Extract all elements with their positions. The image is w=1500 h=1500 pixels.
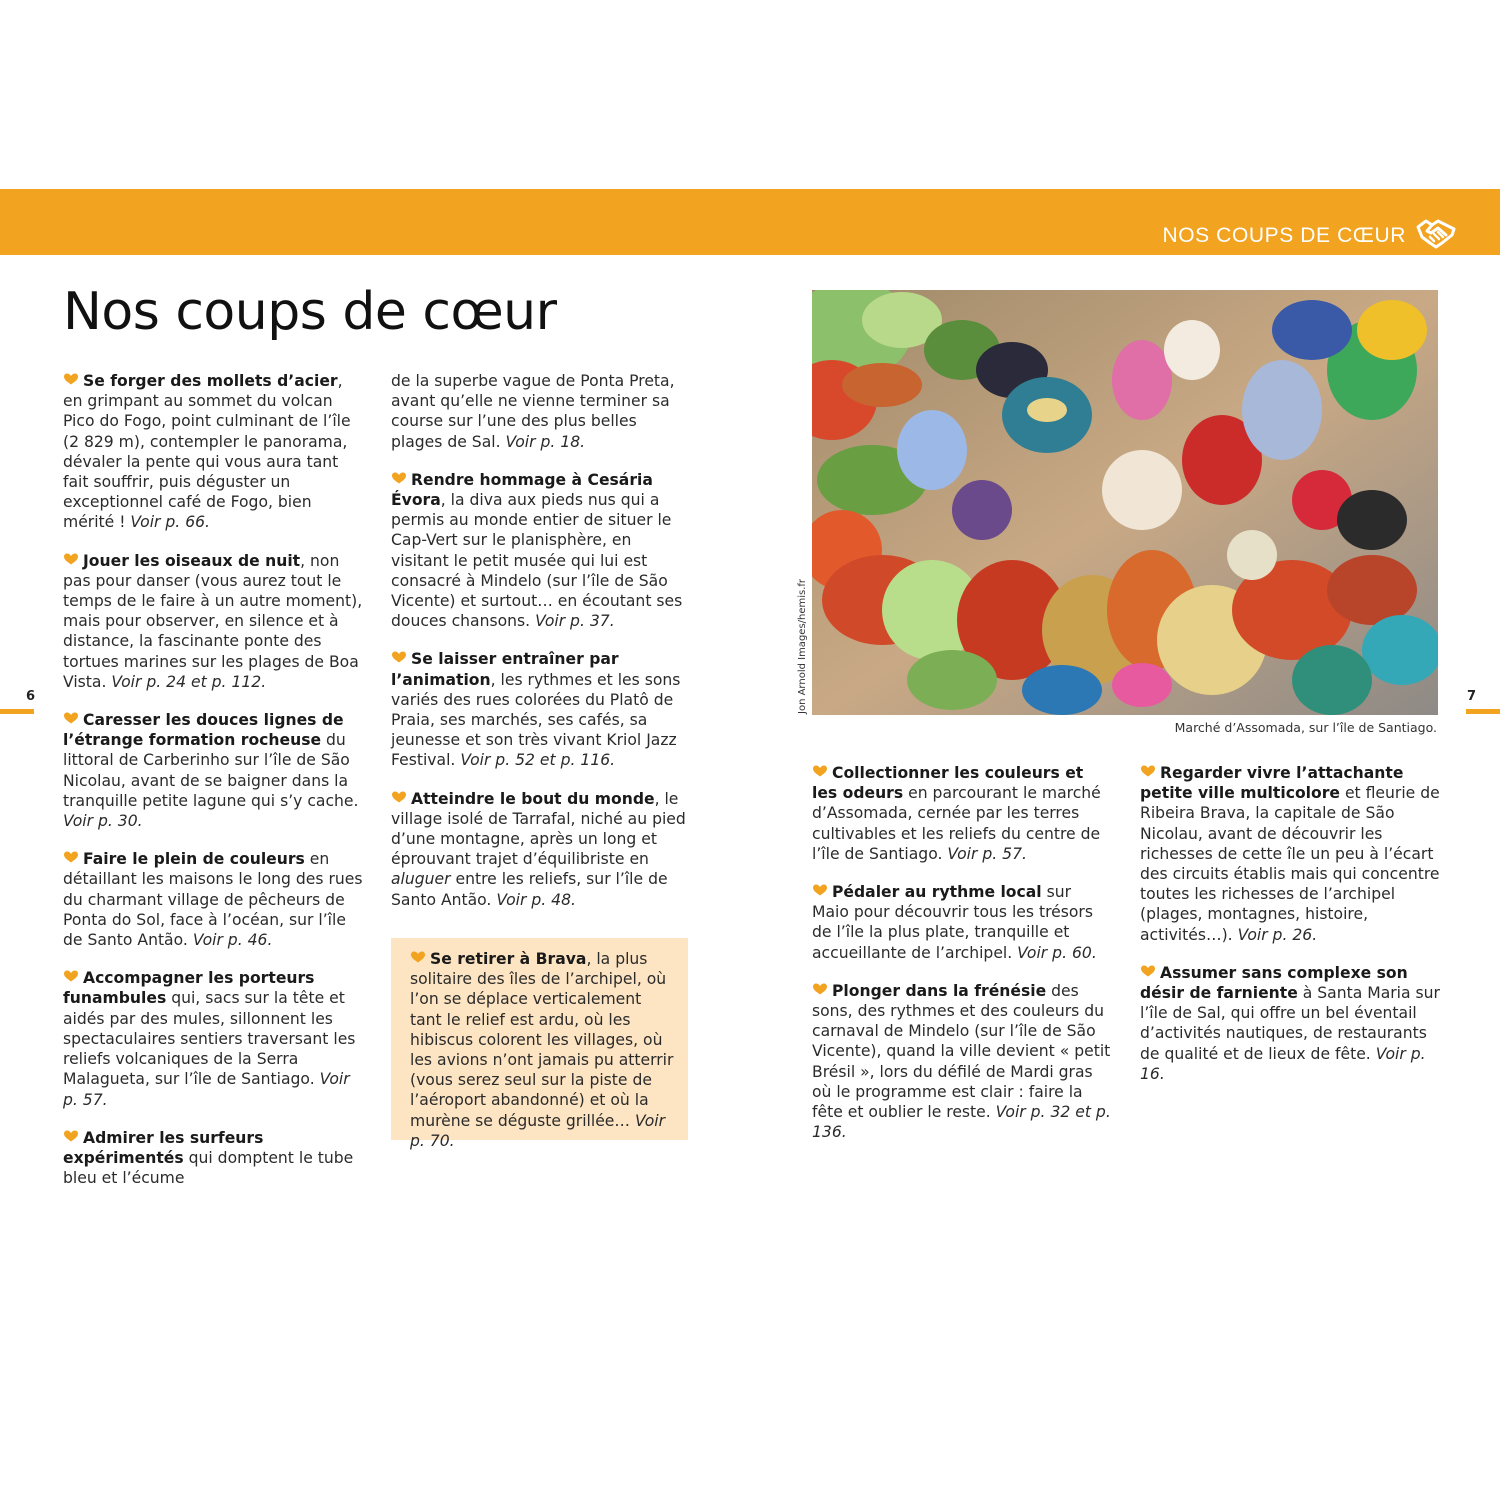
heart-icon	[391, 472, 407, 484]
page-number-left: 6	[26, 689, 36, 704]
entry-text: en parcourant le marché d’Assomada, cernée par les terres cultivables et les reliefs du centre de l’île de Santiago.	[812, 784, 1101, 863]
entry-title: Regarder vivre l’attachante petite ville multicolore	[1140, 764, 1404, 803]
page-reference: Voir p. 66.	[130, 513, 211, 532]
entry-title: Accompagner les porteurs funambules	[63, 969, 315, 1008]
heart-icon	[1140, 765, 1156, 777]
page-title: Nos coups de cœur	[63, 282, 557, 342]
column-2	[391, 371, 691, 928]
highlight-box	[391, 938, 688, 1150]
list-item	[63, 710, 363, 831]
page-reference: Voir p. 70.	[410, 1111, 665, 1150]
section-banner	[0, 189, 1500, 255]
entry-title: Atteindre le bout du monde	[411, 789, 655, 808]
entry-text: , non pas pour danser (vous aurez tout le temps de le faire à un autre moment), mais pour observer, en silence et à distance, la fascinante ponte des tortues marines sur les plages de Boa Vista.	[63, 551, 363, 691]
page-reference: Voir p. 37.	[535, 612, 615, 631]
list-item	[812, 981, 1112, 1143]
entry-text: en détaillant les maisons le long des rues du charmant village de pêcheurs de Ponta do Sol, face à l’océan, sur l’île de Santo Antão.	[63, 850, 363, 950]
page-reference: Voir p. 52 et p. 116.	[460, 751, 616, 770]
page-number-right: 7	[1467, 689, 1477, 704]
entry-text: , le village isolé de Tarrafal, niché au pied d’une montagne, après un long et éprouvant trajet d’équilibriste en	[391, 789, 686, 869]
entry-text: à Santa Maria sur l’île de Sal, qui offre un bel éventail d’activités nautiques, de restaurants de qualité et de lieux de fête.	[1140, 984, 1440, 1063]
column-1	[63, 371, 363, 1206]
list-item	[63, 551, 363, 692]
entry-title: Pédaler au rythme local	[832, 883, 1042, 902]
page-reference: Voir p. 30.	[63, 812, 143, 831]
page-reference: Voir p. 46.	[192, 931, 273, 950]
list-item	[63, 849, 363, 950]
list-item	[391, 470, 691, 632]
page-reference: Voir p. 16.	[1140, 1044, 1426, 1083]
heart-icon	[63, 1130, 79, 1142]
page-marker-left	[0, 709, 34, 714]
market-photo	[812, 290, 1438, 715]
list-item	[410, 949, 675, 1151]
heart-icon	[812, 765, 828, 777]
list-item	[63, 968, 363, 1109]
page-reference: Voir p. 48.	[496, 890, 576, 909]
entry-title: Se laisser entraîner par l’animation	[391, 650, 619, 689]
column-4	[1140, 763, 1440, 1102]
photo-caption: Marché d’Assomada, sur l’île de Santiago.	[1174, 720, 1437, 735]
heart-icon	[63, 970, 79, 982]
entry-title: Caresser les douces lignes de l’étrange formation rocheuse	[63, 711, 344, 750]
entry-text: entre les reliefs, sur l’île de Santo Antão.	[391, 870, 668, 909]
entry-title: Rendre hommage à Cesária Évora	[391, 470, 653, 510]
heart-icon	[391, 791, 407, 803]
heart-icon	[63, 851, 79, 863]
heart-icon	[63, 373, 79, 385]
heart-icon	[63, 553, 79, 565]
column-3	[812, 763, 1112, 1160]
entry-text: qui domptent le tube bleu et l’écume	[63, 1148, 354, 1188]
list-item	[1140, 763, 1440, 945]
entry-italic-word: aluguer	[391, 870, 451, 889]
entry-title: Plonger dans la frénésie	[832, 981, 1047, 1000]
heart-icon	[812, 983, 828, 995]
list-item	[63, 371, 363, 533]
page-reference: Voir p. 24 et p. 112.	[111, 672, 267, 691]
entry-text: sur Maio pour découvrir tous les trésors de l’île la plus plate, tranquille et accueillante de l’archipel.	[812, 883, 1093, 962]
entry-title: Faire le plein de couleurs	[83, 850, 305, 869]
page-reference: Voir p. 60.	[1017, 943, 1097, 962]
list-item	[391, 789, 691, 910]
handshake-icon	[1416, 217, 1456, 249]
list-item	[391, 649, 691, 770]
heart-icon	[410, 951, 426, 963]
entry-text: de la superbe vague de Ponta Preta, avant qu’elle ne vienne terminer sa course sur l’une des plus belles plages de Sal.	[391, 372, 675, 451]
entry-text: , la plus solitaire des îles de l’archipel, où l’on se déplace verticalement tant le relief est ardu, où les hibiscus colorent les villages, où les avions n’ont jamais pu atterrir (vous serez seul sur la piste de l’aéroport abandonné) et où la murène se déguste grillée…	[410, 950, 674, 1130]
list-item	[1140, 963, 1440, 1084]
entry-title: Se forger des mollets d’acier	[83, 372, 338, 390]
list-item-continued	[391, 371, 691, 452]
entry-text: et fleurie de Ribeira Brava, la capitale de São Nicolau, avant de découvrir les richesses de cette île un peu à l’écart des circuits établis mais qui concentre toutes les richesses de l’archipel (plages, montagnes, histoire, activités…).	[1140, 784, 1440, 944]
entry-title: Jouer les oiseaux de nuit	[83, 551, 301, 570]
heart-icon	[1140, 965, 1156, 977]
page-reference: Voir p. 57.	[947, 844, 1027, 863]
entry-text: du littoral de Carberinho sur l’île de São Nicolau, avant de se baigner dans la tranquille petite lagune qui s’y cache.	[63, 731, 359, 810]
section-label: NOS COUPS DE CŒUR	[1162, 224, 1406, 247]
page-reference: Voir p. 57.	[63, 1070, 350, 1109]
photo-credit: Jon Arnold Images/hemis.fr	[797, 578, 808, 714]
entry-text: , en grimpant au sommet du volcan Pico do Fogo, point culminant de l’île (2 829 m), contempler le panorama, dévaler la pente qui vous aura tant fait souffrir, puis déguster un exceptionnel café de Fogo, bien mérité !	[63, 372, 351, 532]
heart-icon	[391, 651, 407, 663]
entry-title: Se retirer à Brava	[430, 950, 587, 968]
heart-icon	[63, 712, 79, 724]
page-reference: Voir p. 32 et p. 136.	[812, 1103, 1111, 1142]
entry-text: , les rythmes et les sons variés des rues colorées du Platô de Praia, ses marchés, ses cafés, sa jeunesse et son très vivant Kriol Jazz Festival.	[391, 670, 681, 770]
entry-text: , la diva aux pieds nus qui a permis au monde entier de situer le Cap-Vert sur le planisphère, en visitant le petit musée qui lui est consacré à Mindelo (sur l’île de São Vicente) et surtout… en écoutant ses douces chansons.	[391, 491, 683, 631]
entry-title: Collectionner les couleurs et les odeurs	[812, 764, 1084, 803]
list-item	[63, 1128, 363, 1189]
heart-icon	[812, 884, 828, 896]
page-reference: Voir p. 26.	[1237, 925, 1318, 944]
page-marker-right	[1466, 709, 1500, 714]
entry-text: des sons, des rythmes et des couleurs du carnaval de Mindelo (sur l’île de São Vicente), quand la ville devient « petit Brésil », lors du défilé de Mardi gras où le programme est clair : faire la fête et oublier le reste.	[812, 981, 1111, 1122]
page-reference: Voir p. 18.	[505, 432, 586, 451]
entry-text: qui, sacs sur la tête et aidés par des mules, sillonnent les spectaculaires sentiers traversant les reliefs volcaniques de la Serra Malagueta, sur l’île de Santiago.	[63, 989, 356, 1089]
list-item	[812, 882, 1112, 963]
entry-title: Admirer les surfeurs expérimentés	[63, 1128, 264, 1167]
entry-title: Assumer sans complexe son désir de farniente	[1140, 963, 1408, 1003]
list-item	[812, 763, 1112, 864]
